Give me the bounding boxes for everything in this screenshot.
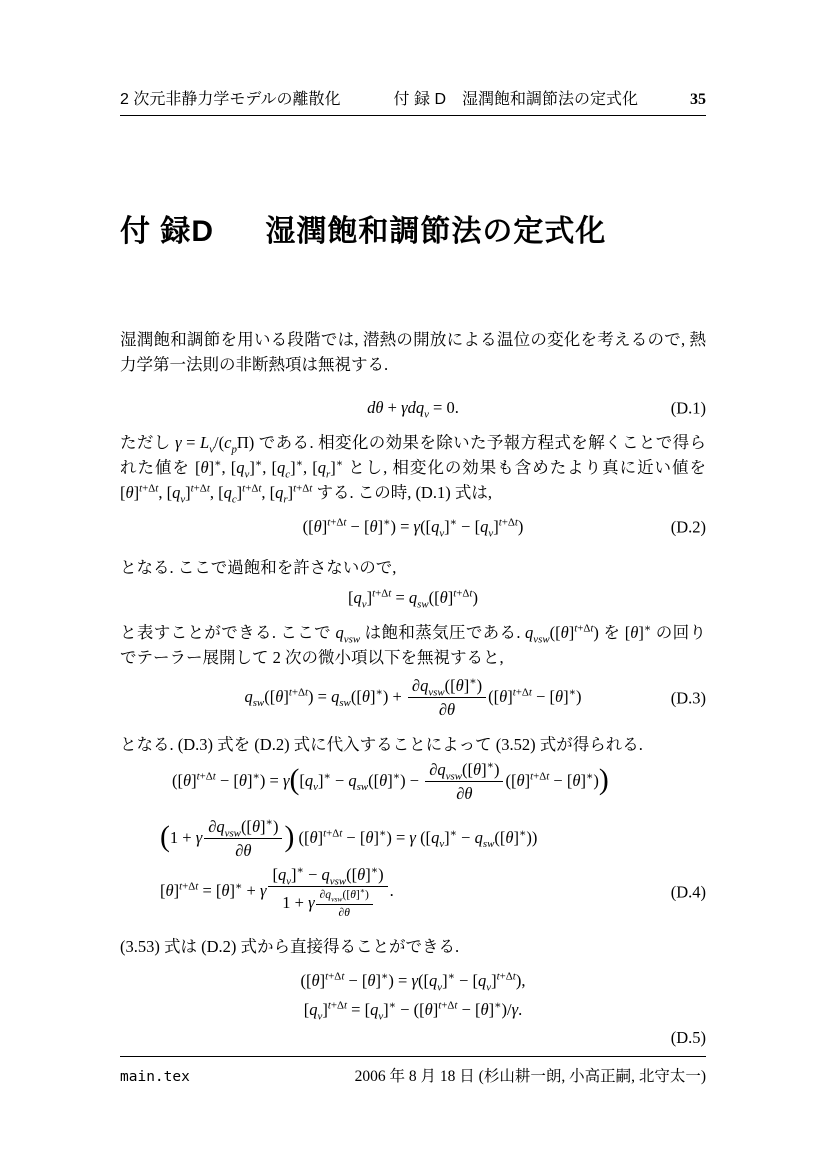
footer-filename: main.tex <box>120 1069 190 1085</box>
chapter-label: 付 録D <box>120 215 214 248</box>
equation-d5-tag: (D.5) <box>670 1027 706 1047</box>
paragraph-intro: 湿潤飽和調節を用いる段階では, 潜熱の開放による温位の変化を考えるので, 熱力学第一法則の非断熱項は無視する. <box>120 330 706 374</box>
equation-d5-line2-body: $[q_v]^{t+\Delta t} = [q_v]^∗ - ([\theta]^{t+\Delta t} - [\theta]^∗)/\gamma$. <box>303 999 523 1022</box>
footer-date-authors: 2006 年 8 月 18 日 (杉山耕一朗, 小高正嗣, 北守太一) <box>354 1068 706 1085</box>
equation-d4-tag: (D.4) <box>670 882 706 902</box>
equation-d1-tag: (D.1) <box>670 398 706 417</box>
equation-d3-tag: (D.3) <box>670 688 706 708</box>
document-body <box>120 327 706 1050</box>
equation-d4 <box>120 865 706 920</box>
equation-d5-tag-line <box>120 1025 706 1050</box>
equation-d4-body: $[\theta]^{t+\Delta t} = [\theta]^∗ + \gamma$ $[q_v]^∗ - q_{vsw}([\theta]^∗)$ 1 + γ $\frac{\partial q_{vsw}([\theta]^∗)}{\partial\theta}$ . <box>160 864 394 919</box>
equation-d2 <box>120 514 706 539</box>
equation-derivation-line2-body: (1 + γ $\frac{\partial q_{vsw}([\theta]^∗)}{\partial\theta}$ ) $([\theta]^{t+\Delta t} - [\theta]^∗) = \gamma$ $([q_v]^∗ - q_{sw}([\theta]^∗))$ <box>160 816 538 861</box>
paragraph-taylor-expansion: と表すことができる. ここで $q_{vsw}$ は飽和蒸気圧である. $q_{vsw}([\theta]^{t+\Delta t})$ を [θ]∗ の回りでテーラー展開して 2 次の微小項以下を無視すると, <box>120 622 707 667</box>
paragraph-substitution: となる. (D.3) 式を (D.2) 式に代入することによって (3.52) 式が得られる. <box>120 734 643 754</box>
equation-derivation-line1-body: $([\theta]^{t+\Delta t} - [\theta]^∗) = \gamma([q_v]^∗ - q_{sw}([\theta]^∗)$ − $\frac{\partial q_{vsw}([\theta]^∗)}{\partial\theta}$ $([\theta]^{t+\Delta t} - [\theta]^∗)$) <box>172 759 609 804</box>
chapter-title-text: 湿潤飽和調節法の定式化 <box>265 215 607 248</box>
equation-d1-body: dθ + γdq$_v$ = 0. <box>367 398 459 421</box>
running-header-left: 2 次元非静力学モデルの離散化 <box>120 91 341 108</box>
equation-d2-tag: (D.2) <box>670 517 706 536</box>
page-footer <box>120 1056 706 1086</box>
equation-d5-line2 <box>120 997 706 1022</box>
equation-d5-line1-body: $([\theta]^{t+\Delta t} - [\theta]^∗) = \gamma([q_v]^∗ - [q_v]^{t+\Delta t})$, <box>300 970 526 993</box>
chapter-title <box>120 206 760 250</box>
running-header-center: 付 録 D 湿潤飽和調節法の定式化 <box>393 91 638 108</box>
equation-d3 <box>120 676 706 720</box>
paragraph-gamma-definition: ただし $\gamma = L_v/(c_p\Pi)$ である. 相変化の効果を除いた予報方程式を解くことで得られた値を [θ]∗, $[q_v]^∗$, $[q_c]^∗$, $[q_r]^∗$ とし, 相変化の効果も含めたより真に近い値を $[\theta]^{t+\Delta t}$, $[q_v]^{t+\Delta t}$, $[q_c]^{t+\Delta t}$, $[q_r]^{t+\Delta t}$ する. この時, (D.1) 式は, <box>120 433 707 506</box>
equation-d3-body: $q_{sw}([\theta]^{t+\Delta t}) = q_{sw}([\theta]^∗)$ + $\frac{\partial q_{vsw}([\theta]^∗)}{\partial\theta}$ $([\theta]^{t+\Delta t} - [\theta]^∗)$ <box>244 675 582 720</box>
running-header <box>120 86 706 116</box>
equation-d5-line1 <box>120 968 706 993</box>
paragraph-direct-derivation: (3.53) 式は (D.2) 式から直接得ることができる. <box>120 936 460 956</box>
equation-d2-body: $([\theta]^{t+\Delta t} - [\theta]^∗) = \gamma([q_v]^∗ - [q_v]^{t+\Delta t})$ <box>302 516 524 540</box>
equation-derivation-line2 <box>120 817 706 861</box>
equation-d1 <box>120 395 706 420</box>
paragraph-supersaturation: となる. ここで過飽和を許さないので, <box>120 558 397 577</box>
equation-derivation-line1 <box>120 760 706 804</box>
page-number: 35 <box>690 91 706 108</box>
equation-saturation-body: $[q_v]^{t+\Delta t} = q_{sw}([\theta]^{t+\Delta t})$ <box>348 587 478 611</box>
equation-saturation <box>120 585 706 610</box>
